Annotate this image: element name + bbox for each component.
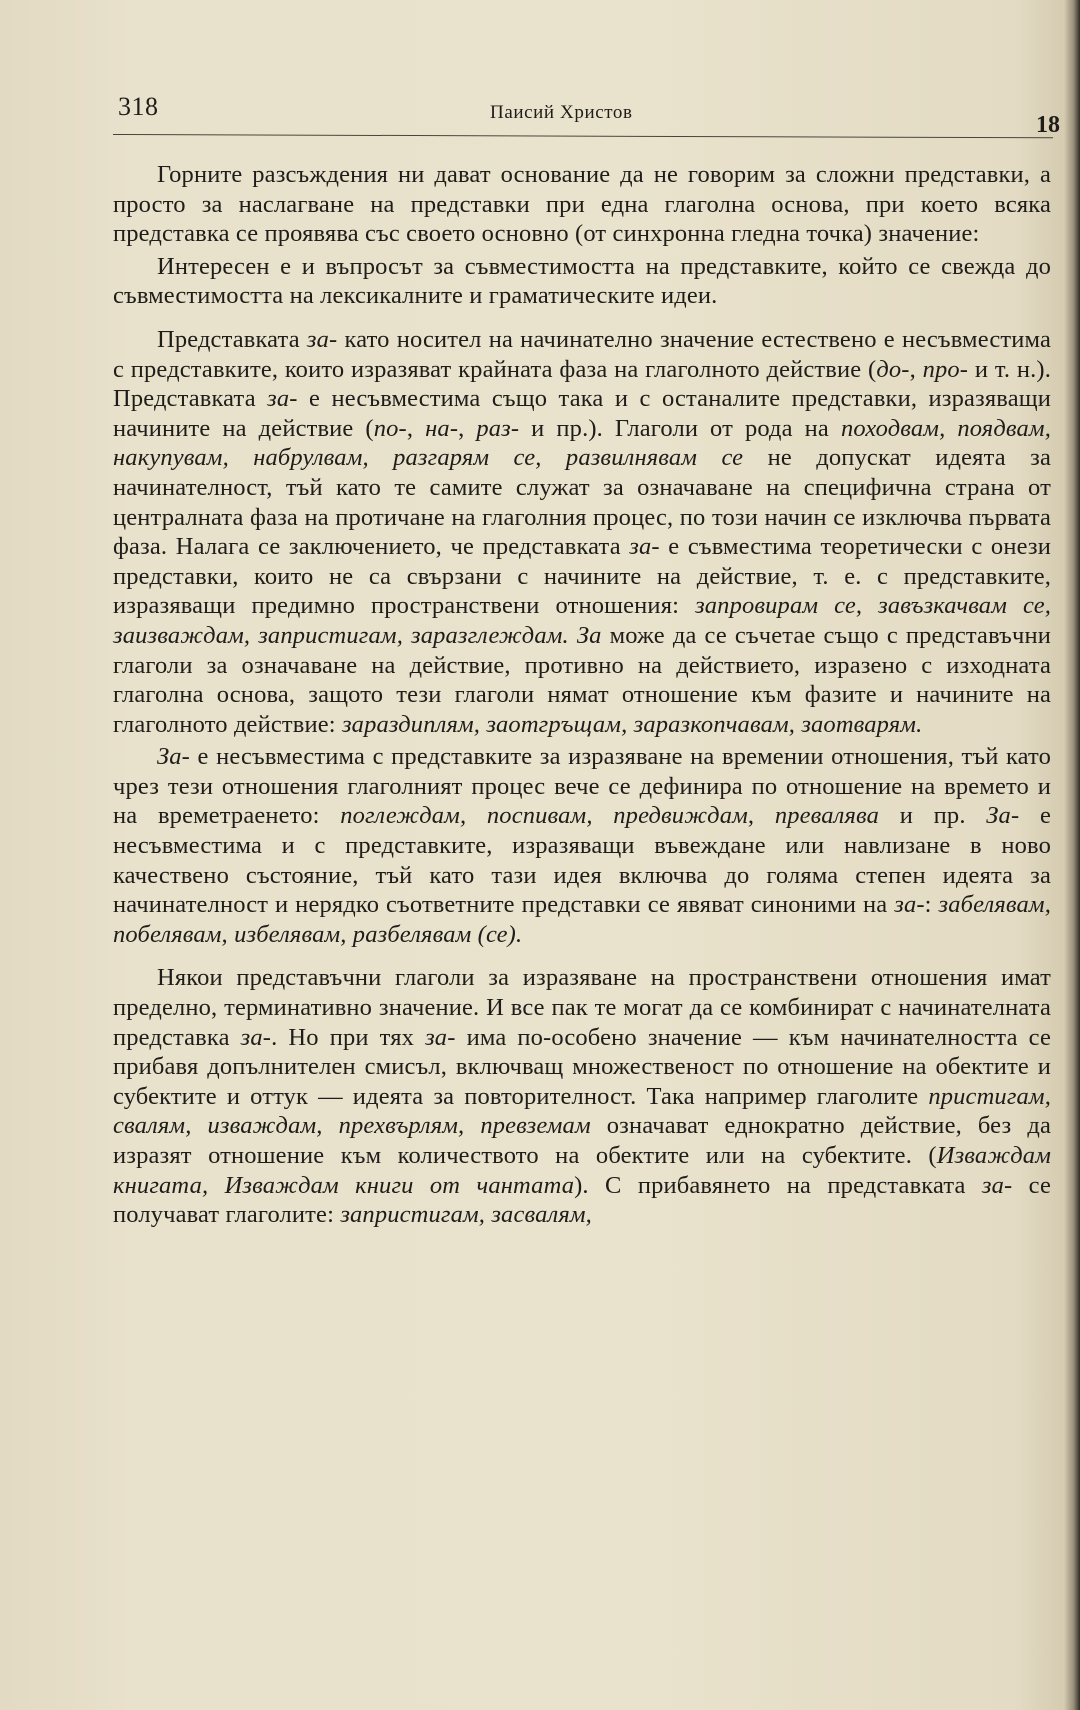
text-run: . Но при тях (271, 1023, 426, 1051)
italic-example: забелявам, побелявам, избелявам, разбелявам (се). (113, 891, 1051, 948)
text-run: Интересен е и въпросът за съвместимостта на представките, който се свежда до съвместимостта на лексикалните и граматическите идеи. (113, 252, 1051, 310)
italic-example: за- (629, 533, 660, 561)
text-run: , (406, 414, 426, 442)
italic-example: запристигам, засвалям, (340, 1201, 592, 1229)
italic-example: за- (981, 1171, 1013, 1199)
text-run: се получават глаголите: (113, 1171, 1051, 1229)
text-run: и т. н.). Представката (113, 355, 1051, 413)
book-spine-shadow (1064, 0, 1080, 1710)
italic-example: пристигам, свалям, изваждам, прехвърлям, превземам (113, 1082, 1051, 1140)
italic-example: на- (425, 414, 459, 442)
next-page-number-fragment: 18 (1036, 112, 1060, 138)
text-run: е несъвместима с представките за изразяване на времении отношения, тъй като чрез тези отношения глаголният процес вече се дефинира по отношение на времето и на времетраенето: (113, 743, 1051, 830)
page-number: 318 (118, 92, 159, 121)
text-run: ). С прибавянето на представката (574, 1171, 982, 1199)
italic-example: поглеждам, поспивам, предвиждам, превалява (340, 802, 880, 830)
text-run: има по-особено значение — към начинателността се прибавя допълнителен смисъл, включващ множественост по отношение на обектите и субектите и оттук — идеята за повторителност. Така например глаголите (113, 1023, 1051, 1110)
text-run: , (458, 414, 477, 442)
text-run: като носител на начинателно значение естествено е несъвместима с представките, които изразяват крайната фаза на глаголното действие ( (113, 325, 1051, 383)
body-text (113, 160, 1051, 1233)
paragraph (113, 252, 1051, 311)
header-rule (113, 134, 1053, 138)
italic-example: запровирам се, завъзкачвам се, заизваждам, запристигам, заразглеждам. За (113, 592, 1051, 649)
text-run: Представката (157, 325, 307, 353)
italic-example: за- (306, 325, 338, 353)
text-run: и пр.). Глаголи от рода на (519, 414, 841, 442)
text-run: не допускат идеята за начинателност, тъй като те самите служат за означаване на специфична страна от централната фаза на протичане на глаголния процес, по този начин се изключва първата фаза. Налага се заключението, че представката (113, 444, 1051, 561)
paragraph (113, 325, 1051, 739)
italic-example: по- (373, 414, 407, 442)
running-head: Паисий Христов (490, 102, 633, 123)
paragraph (113, 742, 1051, 949)
italic-example: походвам, поядвам, накупувам, набрулвам, разгарям се, развилнявам се (113, 414, 1051, 472)
text-run: е несъвместима също така и с останалите представки, изразяващи начините на действие ( (113, 385, 1052, 442)
italic-example: до- (876, 355, 910, 383)
text-run: , (909, 355, 923, 383)
text-run: е несъвместима и с представките, изразяващи въвеждане или навлизане в ново качествено състояние, тъй като тази идея включва до голяма степен идеята за начинателност и нерядко съответните представки се явяват синоними на (113, 802, 1051, 919)
text-run: : (924, 891, 939, 919)
italic-example: зараздиплям, заотгръщам, заразкопчавам, заотварям. (341, 710, 923, 738)
text-run: Горните разсъждения ни дават основание да не говорим за сложни представки, а просто за наслагване на представки при една глаголна основа, при което всяка представка се проявява със своето основно (от синхронна гледна точка) значение: (113, 161, 1051, 248)
paragraph (113, 160, 1051, 249)
italic-example: За- (157, 743, 190, 771)
text-run: означават еднократно действие, без да изразят отношение към количеството на обектите или на субектите. ( (113, 1112, 1051, 1169)
italic-example: раз- (476, 414, 520, 442)
paragraph (113, 963, 1051, 1229)
italic-example: за- (425, 1023, 456, 1051)
italic-example: Изваждам книгата, Изваждам книги от чантата (113, 1142, 1051, 1199)
text-run: е съвместима теоретически с онези представки, които не са свързани с начините на действие, т. е. с представките, изразяващи предимно пространствени отношения: (113, 533, 1051, 620)
italic-example: за- (240, 1023, 272, 1051)
italic-example: за- (894, 891, 925, 919)
italic-example: За- (986, 802, 1020, 830)
text-run: може да се съчетае също с представъчни глаголи за означаване на действие, противно на действието, изразено с изходната глаголна основа, защото тези глаголи нямат отношение към фазите и начините на глаголното действие: (113, 621, 1051, 738)
italic-example: за- (267, 385, 298, 413)
page-header (118, 92, 1062, 138)
text-run: и пр. (879, 802, 987, 830)
italic-example: про- (922, 355, 969, 383)
text-run: Някои представъчни глаголи за изразяване на пространствени отношения имат пределно, терминативно значение. И все пак те могат да се комбинират с начинателната представка (113, 964, 1051, 1051)
